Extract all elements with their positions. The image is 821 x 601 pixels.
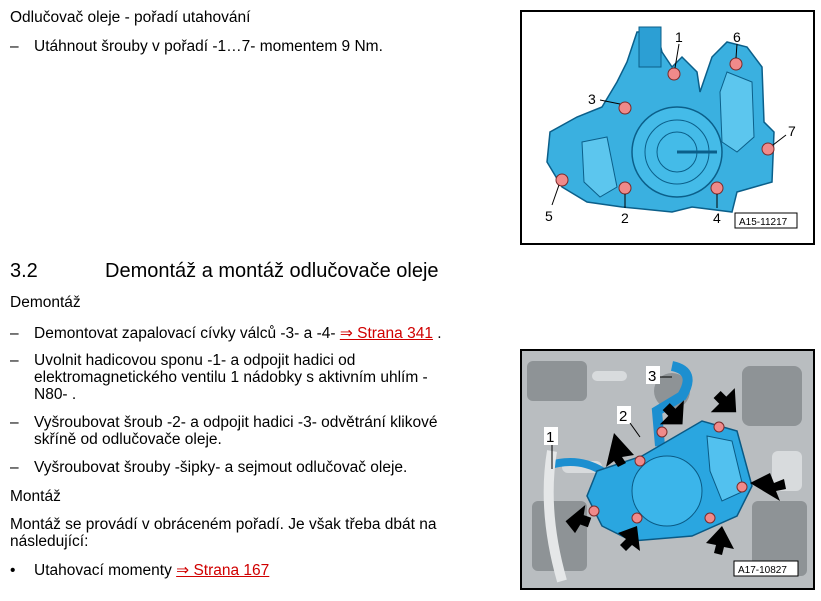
bolt-1: [668, 68, 680, 80]
removal-step-2: [34, 352, 484, 403]
figure-code: A17-10827: [738, 565, 787, 576]
removal-heading: Demontáž: [10, 294, 81, 311]
removal-step-1-bullet: –: [10, 325, 19, 342]
bolt-7: [762, 143, 774, 155]
callout-7: 7: [788, 123, 796, 139]
removal-step-4-bullet: –: [10, 459, 19, 476]
install-text-line: následující:: [10, 533, 89, 550]
callout-4: 4: [713, 210, 721, 226]
section-title-tightening: Odlučovač oleje - pořadí utahování: [10, 9, 251, 26]
callout-6: 6: [733, 29, 741, 45]
install-text: [10, 516, 490, 550]
pipe-stub: [639, 27, 661, 67]
callout-3: 3: [648, 368, 657, 385]
removal-step-3: [34, 414, 484, 448]
figure-oil-separator-removal: [520, 349, 815, 590]
valve-chamber: [720, 72, 754, 152]
removal-step-1-suffix: .: [432, 325, 442, 342]
removal-step-2-bullet: –: [10, 352, 19, 369]
callout-2: 2: [621, 210, 629, 226]
install-bullet-text: Utahovací momenty: [34, 562, 177, 579]
removal-step-4-text: Vyšroubovat šrouby -šipky- a sejmout odlučovač oleje.: [34, 459, 408, 476]
install-bullet: [34, 562, 484, 579]
install-bullet-mark: •: [10, 562, 16, 579]
link-page-341[interactable]: ⇒ Strana 341: [339, 325, 433, 342]
bolt-3: [619, 102, 631, 114]
separator-dome: [632, 456, 702, 526]
removal-step-2-line: N80- .: [34, 386, 77, 403]
install-text-line: Montáž se provádí v obráceném pořadí. Je však třeba dbát na: [10, 516, 437, 533]
removal-step-1-text: Demontovat zapalovací cívky válců -3- a -4-: [34, 325, 340, 342]
engine-photo: [522, 351, 813, 588]
figure-code: A15-11217: [739, 217, 788, 228]
removal-step-1: [34, 325, 484, 342]
callout-1: 1: [675, 29, 683, 45]
bolt-5: [556, 174, 568, 186]
link-page-167[interactable]: ⇒ Strana 167: [176, 562, 270, 579]
install-heading: Montáž: [10, 488, 61, 505]
bolt-4: [711, 182, 723, 194]
removal-step-3-line: Vyšroubovat šroub -2- a odpojit hadici -3- odvětrání klikové: [34, 414, 438, 431]
figure-oil-separator-tightening: [520, 10, 815, 245]
callout-1: 1: [546, 429, 555, 446]
removal-step-2-line: Uvolnit hadicovou sponu -1- a odpojit hadici od: [34, 352, 356, 369]
oil-separator-diagram: [522, 12, 813, 243]
removal-step-3-bullet: –: [10, 414, 19, 431]
bolt-2: [619, 182, 631, 194]
section-title: Demontáž a montáž odlučovače oleje: [105, 260, 439, 282]
step-text: Utáhnout šrouby v pořadí -1…7- momentem 9 Nm.: [34, 38, 383, 55]
callout-2: 2: [619, 408, 628, 425]
step-bullet: –: [10, 38, 19, 55]
removal-step-3-line: skříně od odlučovače oleje.: [34, 431, 222, 448]
callout-3: 3: [588, 91, 596, 107]
bolt-6: [730, 58, 742, 70]
removal-step-2-line: elektromagnetického ventilu 1 nádobky s aktivním uhlím -: [34, 369, 428, 386]
callout-5: 5: [545, 208, 553, 224]
section-number: 3.2: [10, 260, 38, 282]
